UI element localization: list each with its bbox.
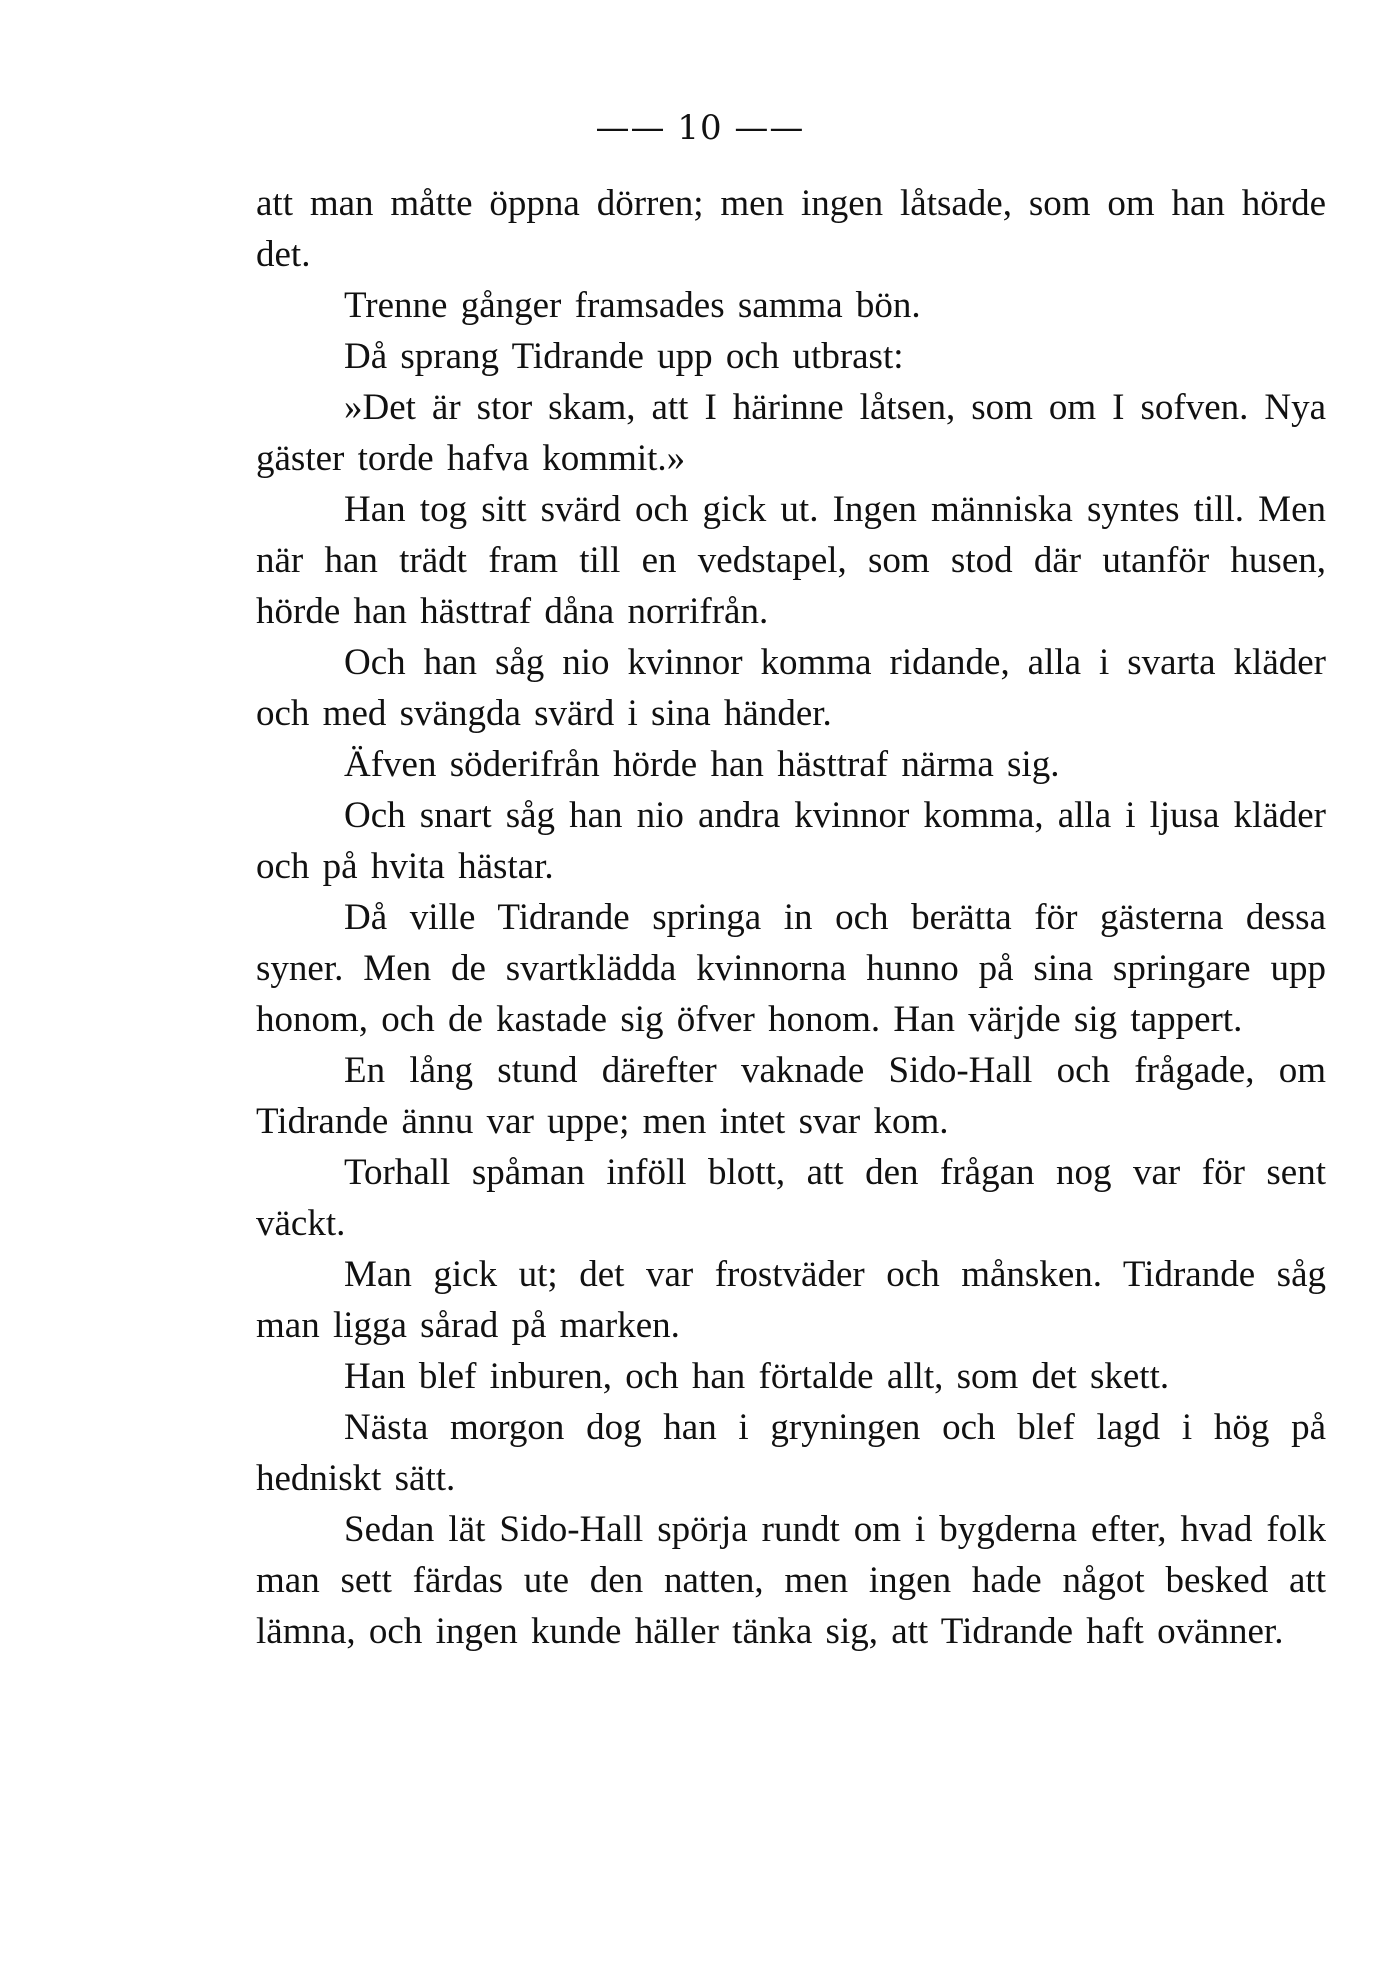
paragraph: Och han såg nio kvinnor komma ridande, alla i svarta kläder och med svängda svärd i sina händer. [256, 642, 1326, 734]
paragraph: Han tog sitt svärd och gick ut. Ingen människa syntes till. Men när han trädt fram till en vedstapel, som stod där utanför husen, hörde han hästtraf dåna norrifrån. [256, 489, 1326, 632]
page-number: —— 10 —— [595, 108, 805, 148]
paragraph-continuation: att man måtte öppna dörren; men ingen låtsade, som om han hörde det. [256, 183, 1326, 275]
paragraph: Då sprang Tidrande upp och utbrast: [344, 336, 904, 377]
body-text [256, 178, 1326, 1657]
paragraph: Sedan lät Sido-Hall spörja rundt om i bygderna efter, hvad folk man sett färdas ute den natten, men ingen hade något besked att lämna, och ingen kunde häller tänka sig, att Tidrande haft ovänner. [256, 1509, 1326, 1652]
paragraph-quote: »Det är stor skam, att I härinne låtsen, som om I sofven. Nya gäster torde hafva kommit.» [256, 387, 1326, 479]
paragraph: Äfven söderifrån hörde han hästtraf närma sig. [344, 744, 1060, 785]
paragraph: En lång stund därefter vaknade Sido-Hall och frågade, om Tidrande ännu var uppe; men intet svar kom. [256, 1050, 1326, 1142]
paragraph: Han blef inburen, och han förtalde allt, som det skett. [344, 1356, 1170, 1397]
paragraph: Nästa morgon dog han i gryningen och blef lagd i hög på hedniskt sätt. [256, 1407, 1326, 1499]
paragraph: Och snart såg han nio andra kvinnor komma, alla i ljusa kläder och på hvita hästar. [256, 795, 1326, 887]
paragraph: Torhall spåman inföll blott, att den frågan nog var för sent väckt. [256, 1152, 1326, 1244]
paragraph: Då ville Tidrande springa in och berätta för gästerna dessa syner. Men de svartklädda kvinnorna hunno på sina springare upp honom, och de kastade sig öfver honom. Han värjde sig tappert. [256, 897, 1326, 1040]
paragraph: Trenne gånger framsades samma bön. [344, 285, 921, 326]
paragraph: Man gick ut; det var frostväder och månsken. Tidrande såg man ligga sårad på marken. [256, 1254, 1326, 1346]
